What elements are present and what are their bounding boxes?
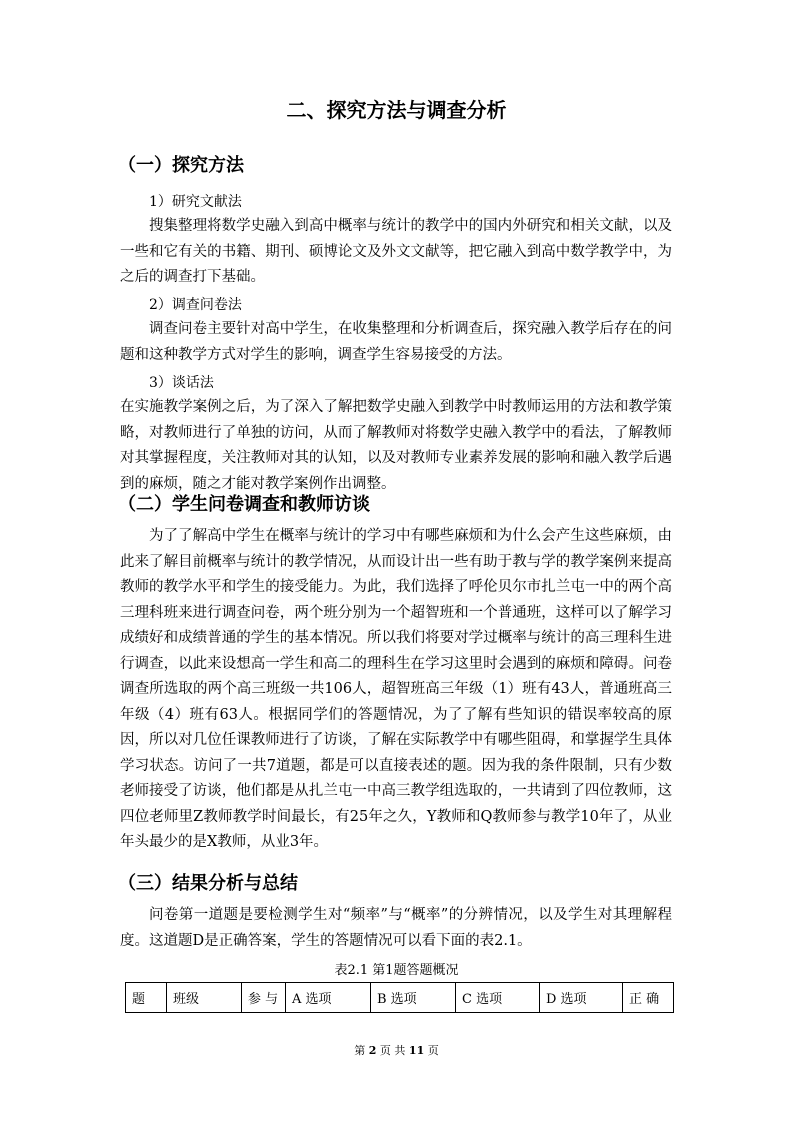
footer-suffix: 页 — [427, 1044, 439, 1057]
section-heading-survey: （二）学生问卷调查和教师访谈 — [118, 494, 370, 515]
method-item-questionnaire: 2）调查问卷法 — [149, 297, 242, 313]
section-heading-methods: （一）探究方法 — [118, 155, 244, 176]
paragraph-literature: 搜集整理将数学史融入到高中概率与统计的教学中的国内外研究和相关文献，以及一些和它有关的书籍、期刊、硕博论文及外文文献等，把它融入到高中数学教学中，为之后的调查打下基础。 — [120, 218, 672, 285]
table-caption: 表2.1 第1题答题概况 — [334, 963, 459, 978]
paragraph-questionnaire: 调查问卷主要针对高中学生，在收集整理和分析调查后，探究融入教学后存在的问题和这种教学方式对学生的影响，调查学生容易接受的方法。 — [120, 321, 672, 363]
table-header-cell: 题 — [126, 983, 167, 1013]
paragraph-results: 问卷第一道题是要检测学生对“频率”与“概率”的分辨情况，以及学生对其理解程度。这道题D是正确答案，学生的答题情况可以看下面的表2.1。 — [120, 907, 672, 949]
method-item-interview: 3）谈话法 — [149, 375, 214, 391]
footer-page-number: 2 — [368, 1044, 377, 1057]
method-item-literature: 1）研究文献法 — [149, 194, 242, 210]
paragraph-interview: 在实施教学案例之后，为了深入了解把数学史融入到教学中时教师运用的方法和教学策略，对教师进行了单独的访问，从而了解教师对将数学史融入教学中的看法，了解教师对其掌握程度，关注教师对其的认知，以及对教师专业素养发展的影响和融入教学后遇到的麻烦，随之才能对教学案例作出调整。 — [120, 399, 672, 492]
table-header-cell: A 选项 — [286, 983, 371, 1013]
section-heading-results: （三）结果分析与总结 — [118, 873, 298, 894]
footer-mid: 页 共 — [379, 1044, 406, 1057]
table-header-cell: B 选项 — [371, 983, 456, 1013]
page-title: 二、探究方法与调查分析 — [286, 98, 507, 122]
page-footer — [0, 1042, 793, 1058]
table-header-cell: 参 与 — [242, 983, 286, 1013]
answer-summary-table — [125, 982, 674, 1013]
paragraph-survey: 为了了解高中学生在概率与统计的学习中有哪些麻烦和为什么会产生这些麻烦，由此来了解目前概率与统计的教学情况，从而设计出一些有助于教与学的教学案例来提高教师的教学水平和学生的接受能力。为此，我们选择了呼伦贝尔市扎兰屯一中的两个高三理科班来进行调查问卷，两个班分别为一个超智班和一个普通班，这样可以了解学习成绩好和成绩普通的学生的基本情况。所以我们将要对学过概率与统计的高三理科生进行调查，以此来设想高一学生和高二的理科生在学习这里时会遇到的麻烦和障碍。问卷调查所选取的两个高三班级一共106人，超智班高三年级（1）班有43人，普通班高三年级（4）班有63人。根据同学们的答题情况，为了了解有些知识的错误率较高的原因，所以对几位任课教师进行了访谈，了解在实际教学中有哪些阻碍，和掌握学生具体学习状态。访问了一共7道题，都是可以直接表述的题。因为我的条件限制，只有少数老师接受了访谈，他们都是从扎兰屯一中高三教学组选取的，一共请到了四位教师，这四位老师里Z教师教学时间最长，有25年之久，Y教师和Q教师参与教学10年了，从业年头最少的是X教师，从业3年。 — [120, 528, 672, 850]
table-header-cell: 班级 — [167, 983, 242, 1013]
table-header-cell: C 选项 — [456, 983, 540, 1013]
table-header-cell: 正 确 — [623, 983, 674, 1013]
table-header-cell: D 选项 — [540, 983, 623, 1013]
table-header-row — [126, 983, 674, 1013]
footer-prefix: 第 — [354, 1044, 366, 1057]
footer-total-pages: 11 — [408, 1044, 425, 1057]
